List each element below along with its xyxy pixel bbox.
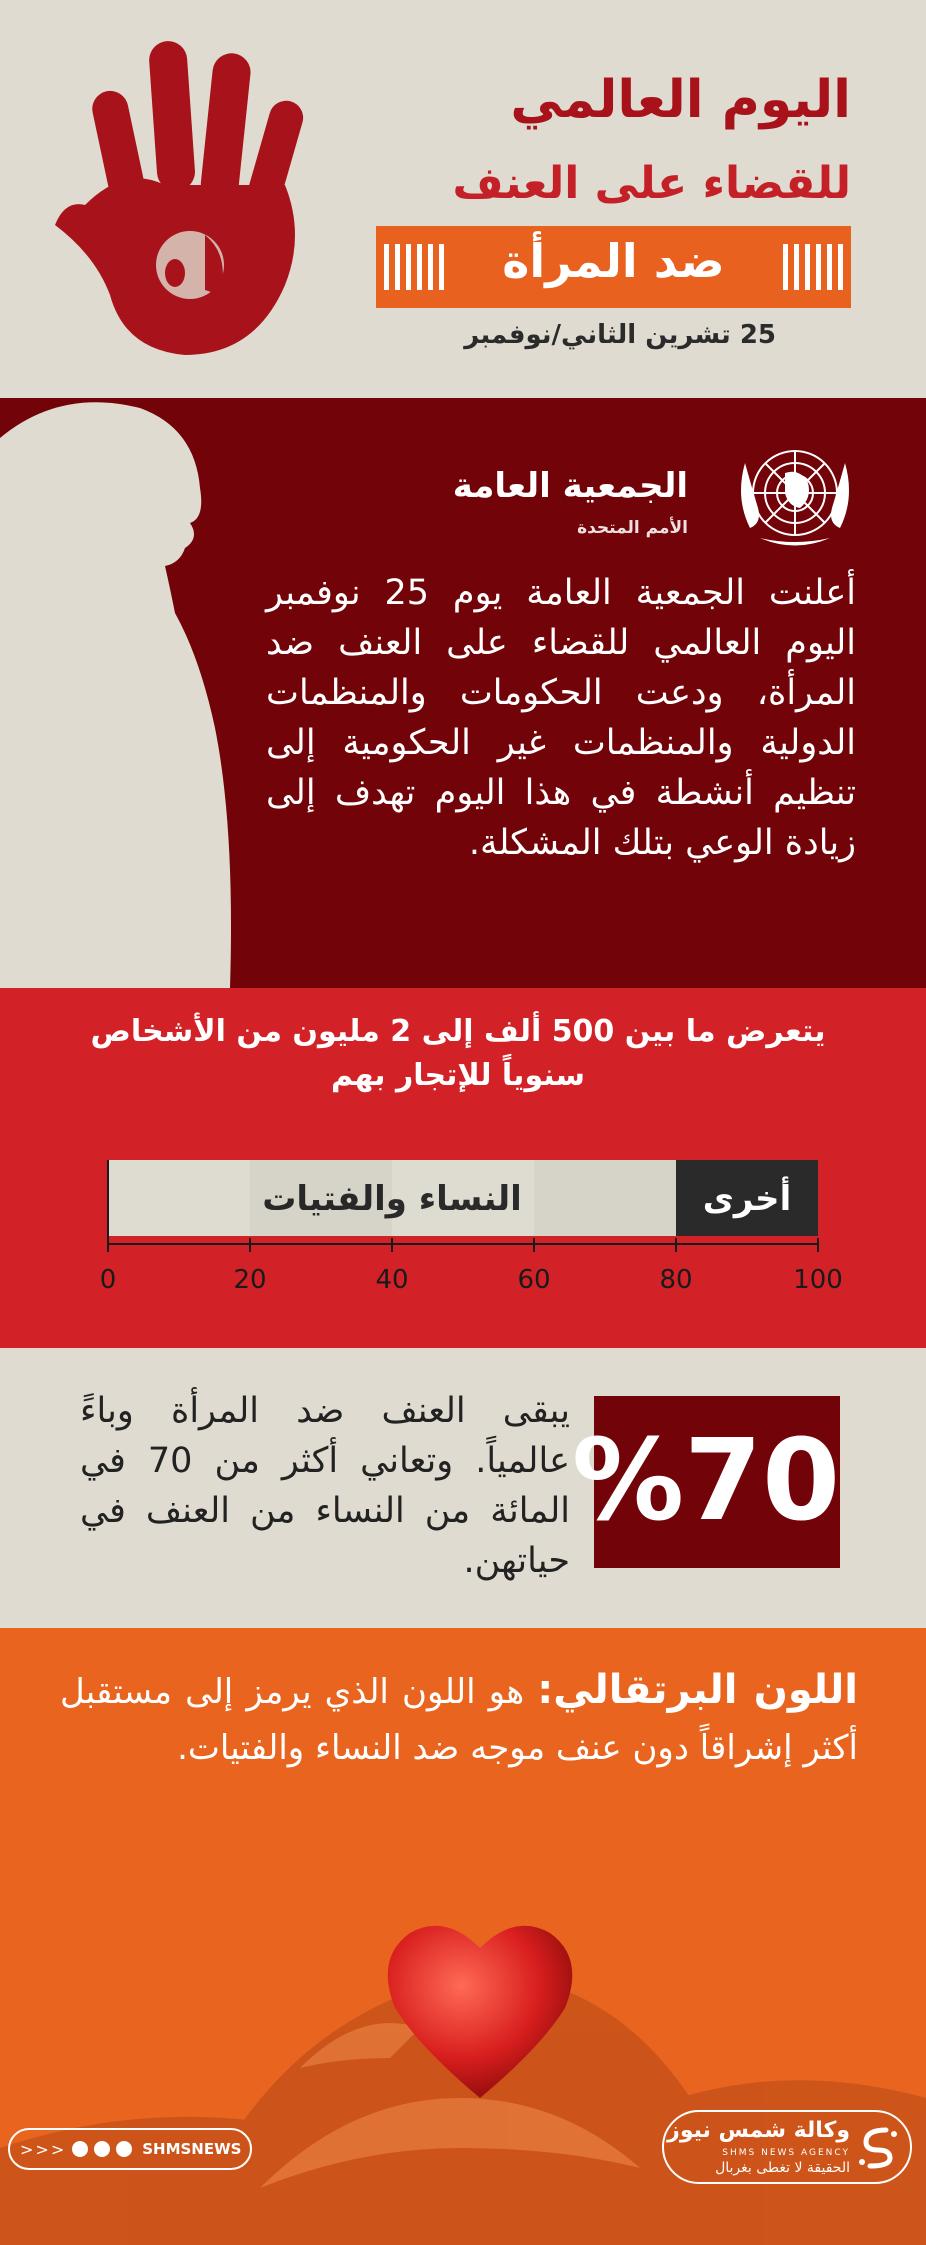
header-section xyxy=(0,0,926,398)
orange-lead-label: اللون البرتقالي: xyxy=(537,1667,858,1713)
brand-english-name: SHMS NEWS AGENCY xyxy=(722,2148,850,2158)
x-tick-label-20: 20 xyxy=(233,1265,267,1295)
title-highlight-box xyxy=(376,226,851,308)
red-hand-icon xyxy=(55,35,345,365)
percentage-box xyxy=(571,1396,840,1568)
trafficking-bar-chart xyxy=(0,988,926,1348)
x-tick-label-100: 100 xyxy=(793,1265,843,1295)
title-line-2: للقضاء على العنف xyxy=(452,158,851,209)
event-date: 25 تشرين الثاني/نوفمبر xyxy=(464,320,776,350)
bar-label-0: النساء والفتيات xyxy=(262,1179,522,1219)
x-tick-label-40: 40 xyxy=(375,1265,409,1295)
percentage-text: يبقى العنف ضد المرأة وباءً عالمياً. وتعاني أكثر من 70 في المائة من النساء من العنف في حياتهن. xyxy=(80,1391,570,1581)
woman-silhouette-image xyxy=(0,398,260,988)
stats-headline: يتعرض ما بين 500 ألف إلى 2 مليون من الأشخاص سنوياً للإتجار بهم xyxy=(90,1014,826,1093)
x-tick-label-60: 60 xyxy=(517,1265,551,1295)
youtube-icon[interactable] xyxy=(94,2141,110,2157)
bar-band-1 xyxy=(534,1160,676,1236)
x-tick-label-0: 0 xyxy=(99,1265,117,1295)
brand-badge xyxy=(662,2110,912,2184)
decorative-bars-right xyxy=(783,244,843,290)
un-subtitle: الأمم المتحدة xyxy=(577,518,688,538)
social-media-handle[interactable] xyxy=(8,2128,252,2170)
arrows-icon: >>> xyxy=(20,2139,67,2159)
title-line-1: اليوم العالمي xyxy=(510,70,851,130)
bar-label-1: أخرى xyxy=(702,1179,792,1219)
un-general-assembly-title: الجمعية العامة xyxy=(452,466,688,506)
orange-description: هو اللون الذي يرمز إلى مستقبل أكثر إشراقاً دون عنف موجه ضد النساء والفتيات. xyxy=(60,1672,858,1768)
brand-slogan: الحقيقة لا تغطى بغربال xyxy=(715,2160,850,2176)
x-tick-label-80: 80 xyxy=(659,1265,693,1295)
trafficking-stats-section xyxy=(0,988,926,1348)
bar-band-0 xyxy=(250,1160,392,1236)
orange-color-text xyxy=(60,1662,858,1776)
brand-name: وكالة شمس نيوز xyxy=(667,2118,850,2143)
percentage-value: %70 xyxy=(571,1416,840,1546)
social-handle-text: SHMSNEWS xyxy=(142,2140,242,2158)
un-body-text: أعلنت الجمعية العامة يوم 25 نوفمبر اليوم العالمي للقضاء على العنف ضد المرأة، ودعت الحكومات والمنظمات الدولية والمنظمات غير الحكومية إلى تنظيم أنشطة في هذا اليوم تهدف إلى زيادة الوعي بتلك المشكلة. xyxy=(266,573,856,863)
shms-logo-icon xyxy=(856,2124,900,2172)
percentage-section xyxy=(0,1348,926,1628)
facebook-icon[interactable] xyxy=(72,2141,88,2157)
un-emblem-icon xyxy=(730,428,860,558)
twitter-icon[interactable] xyxy=(116,2141,132,2157)
un-section xyxy=(0,398,926,988)
title-line-3: ضد المرأة xyxy=(502,234,725,288)
